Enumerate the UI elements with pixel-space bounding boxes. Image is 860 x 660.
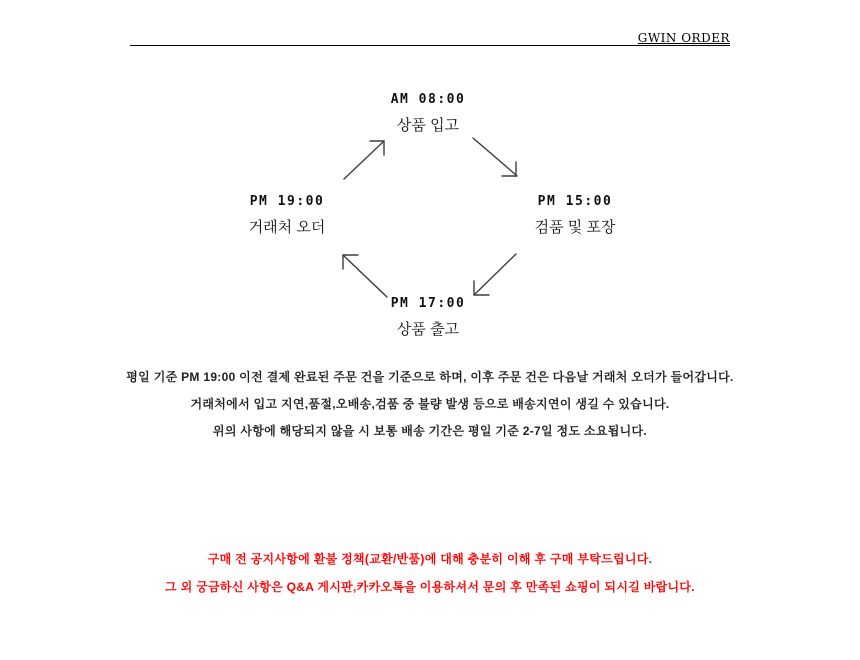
cycle-time-shipping: PM 17:00 [390, 296, 466, 311]
arrow-up-right-icon [344, 141, 384, 179]
cycle-label-arrival: 상품 입고 [396, 117, 460, 134]
shipping-note: 위의 사항에 해당되지 않을 시 보통 배송 기간은 평일 기준 2-7일 정도 소요됩니다. [212, 424, 648, 438]
cycle-label-vendor-order: 거래처 오더 [248, 219, 326, 236]
purchase-warning: 그 외 궁금하신 사항은 Q&A 게시판,카카오톡을 이용하셔서 문의 후 만족된 쇼핑이 되시길 바랍니다. [165, 580, 695, 594]
cycle-node-arrival [391, 93, 466, 134]
purchase-warnings [0, 553, 860, 609]
page-title: GWIN ORDER [637, 31, 730, 45]
cycle-time-inspection: PM 15:00 [537, 194, 613, 209]
shipping-note: 거래처에서 입고 지연,품절,오배송,검품 중 불량 발생 등으로 배송지연이 생길 수 있습니다. [190, 397, 670, 411]
cycle-label-inspection: 검품 및 포장 [534, 219, 616, 236]
arrow-up-left-icon [343, 255, 387, 297]
cycle-node-shipping [391, 297, 466, 338]
cycle-node-vendor-order [249, 195, 326, 236]
shipping-note: 평일 기준 PM 19:00 이전 결제 완료된 주문 건을 기준으로 하며, 이후 주문 건은 다음날 거래처 오더가 들어갑니다. [126, 370, 734, 384]
arrow-down-left-icon [474, 254, 516, 295]
cycle-label-shipping: 상품 출고 [396, 321, 460, 338]
cycle-node-inspection [535, 195, 616, 236]
purchase-warning: 구매 전 공지사항에 환불 정책(교환/반품)에 대해 충분히 이해 후 구매 부탁드립니다. [207, 552, 653, 566]
cycle-time-arrival: AM 08:00 [390, 92, 466, 107]
shipping-notes [0, 371, 860, 452]
cycle-time-vendor-order: PM 19:00 [249, 194, 325, 209]
arrow-down-right-icon [473, 138, 517, 176]
